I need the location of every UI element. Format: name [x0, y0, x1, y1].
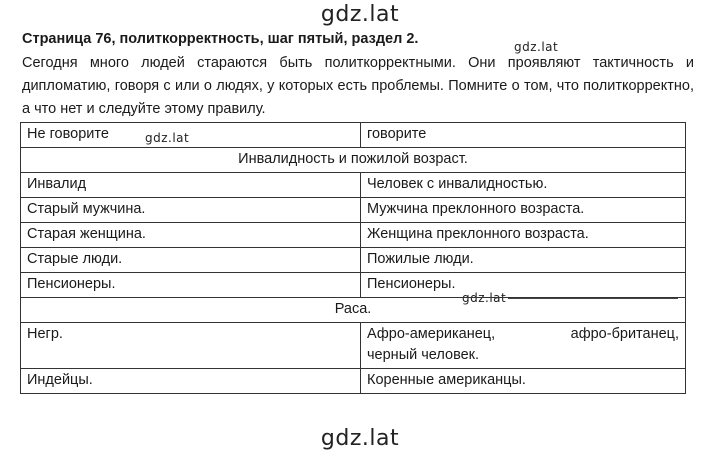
watermark-top: gdz.lat [320, 2, 400, 27]
cell-say: Человек с инвалидностью. [361, 173, 686, 198]
cell-say [361, 323, 686, 369]
page-heading: Страница 76, политкорректность, шаг пятый, раздел 2. [22, 31, 419, 47]
section-title: Инвалидность и пожилой возраст. [21, 148, 686, 173]
table-row [21, 198, 686, 223]
header-cell-say: говорите [361, 123, 686, 148]
watermark-small: gdz.lat [462, 291, 507, 305]
watermark-small: gdz.lat [514, 40, 559, 54]
cell-dont-say: Старая женщина. [21, 223, 361, 248]
cell-say: Женщина преклонного возраста. [361, 223, 686, 248]
section-row [21, 298, 686, 323]
table-row [21, 248, 686, 273]
watermark-small: gdz.lat [145, 131, 190, 145]
cell-dont-say: Старые люди. [21, 248, 361, 273]
table-row [21, 223, 686, 248]
cell-dont-say: Негр. [21, 323, 361, 369]
header-cell-dont-say: Не говорите [21, 123, 361, 148]
cell-dont-say: Пенсионеры. [21, 273, 361, 298]
phrases-table [20, 122, 686, 394]
cell-say: Мужчина преклонного возраста. [361, 198, 686, 223]
cell-say-line [367, 324, 679, 345]
table-row [21, 369, 686, 394]
watermark-bottom: gdz.lat [320, 426, 400, 451]
cell-dont-say: Индейцы. [21, 369, 361, 394]
cell-say-text: черный человек. [367, 347, 480, 363]
cell-say: Коренные американцы. [361, 369, 686, 394]
intro-paragraph: Сегодня много людей стараются быть политкорректными. Они проявляют тактичность и дипломатию, говоря с или о людях, у которых есть проблемы. Помните о том, что политкорректно, а что нет и следуйте этому правилу. [22, 55, 694, 117]
cell-dont-say: Старый мужчина. [21, 198, 361, 223]
cell-say: Пожилые люди. [361, 248, 686, 273]
cell-say: Пенсионеры. [361, 273, 686, 298]
section-title: Раса. [21, 298, 686, 323]
section-row [21, 148, 686, 173]
table-row [21, 273, 686, 298]
cell-say-text: Афро-американец, [367, 326, 496, 342]
cell-say-text: афро-британец, [570, 326, 679, 342]
table-header-row [21, 123, 686, 148]
cell-dont-say: Инвалид [21, 173, 361, 198]
table-row [21, 323, 686, 369]
table-row [21, 173, 686, 198]
